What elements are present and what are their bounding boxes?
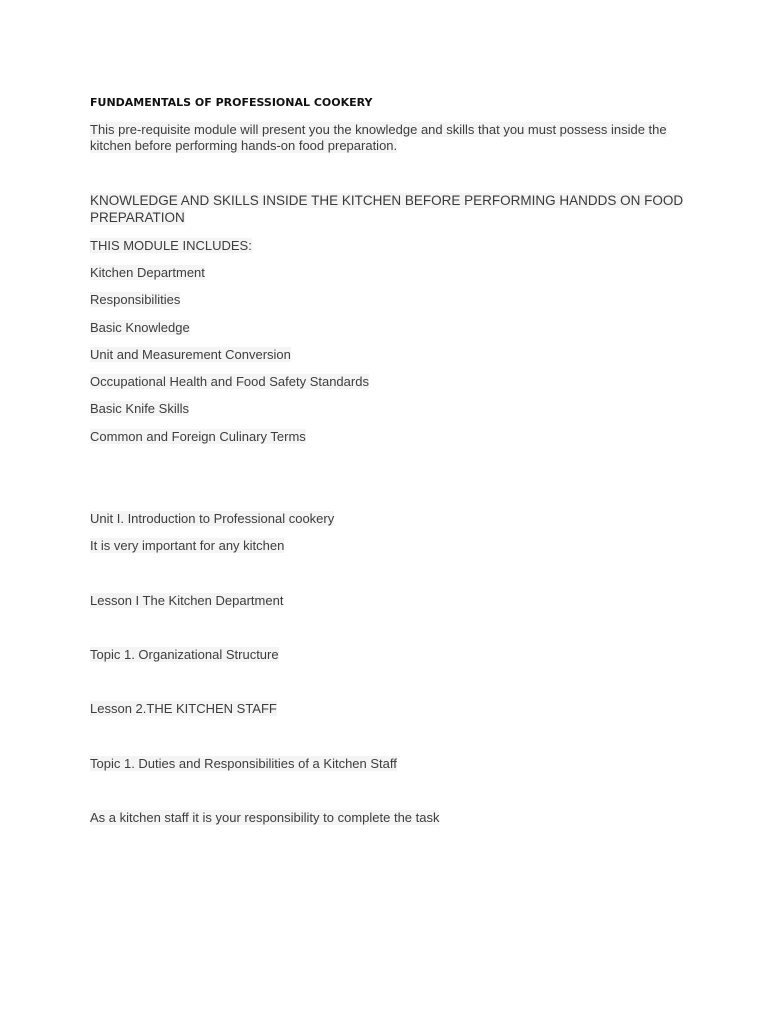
includes-item xyxy=(90,373,369,390)
includes-item xyxy=(90,291,180,308)
section-heading-text: KNOWLEDGE AND SKILLS INSIDE THE KITCHEN BEFORE PERFORMING HANDDS ON FOOD PREPARATION xyxy=(90,193,684,225)
includes-item-unit-conversion: Unit and Measurement Conversion xyxy=(90,347,291,362)
lesson-2-topic xyxy=(90,755,397,772)
includes-item-knife-skills: Basic Knife Skills xyxy=(90,401,189,416)
lesson-1-topic xyxy=(90,646,279,663)
lesson-1-title-text: Lesson I The Kitchen Department xyxy=(90,593,284,608)
includes-item xyxy=(90,400,189,417)
document-title-text: FUNDAMENTALS OF PROFESSIONAL COOKERY xyxy=(90,96,373,109)
intro-paragraph xyxy=(90,122,690,154)
includes-item-responsibilities: Responsibilities xyxy=(90,292,181,307)
lesson-1-topic-text: Topic 1. Organizational Structure xyxy=(90,647,279,662)
unit-title-text: Unit I. Introduction to Professional cookery xyxy=(90,511,335,526)
closing-paragraph xyxy=(90,809,439,826)
unit-text xyxy=(90,537,284,554)
intro-text: This pre-requisite module will present you the knowledge and skills that you must possess inside the kitchen before performing hands-on food preparation. xyxy=(90,122,667,153)
unit-title xyxy=(90,510,334,527)
lesson-1-title xyxy=(90,592,283,609)
lesson-2-topic-text: Topic 1. Duties and Responsibilities of a Kitchen Staff xyxy=(90,756,397,771)
includes-item-health-safety: Occupational Health and Food Safety Standards xyxy=(90,374,369,389)
includes-label xyxy=(90,237,252,254)
section-heading xyxy=(90,192,690,226)
unit-body-text: It is very important for any kitchen xyxy=(90,538,285,553)
document-title xyxy=(90,94,373,111)
includes-item xyxy=(90,428,306,445)
includes-label-text: THIS MODULE INCLUDES: xyxy=(90,238,252,253)
closing-text: As a kitchen staff it is your responsibility to complete the task xyxy=(90,810,440,825)
includes-item-basic-knowledge: Basic Knowledge xyxy=(90,320,190,335)
includes-item-kitchen-department: Kitchen Department xyxy=(90,265,205,280)
includes-item xyxy=(90,346,291,363)
includes-item-culinary-terms: Common and Foreign Culinary Terms xyxy=(90,429,306,444)
includes-item xyxy=(90,264,205,281)
lesson-2-title-text: Lesson 2.THE KITCHEN STAFF xyxy=(90,701,277,716)
includes-item xyxy=(90,319,190,336)
lesson-2-title xyxy=(90,700,277,717)
